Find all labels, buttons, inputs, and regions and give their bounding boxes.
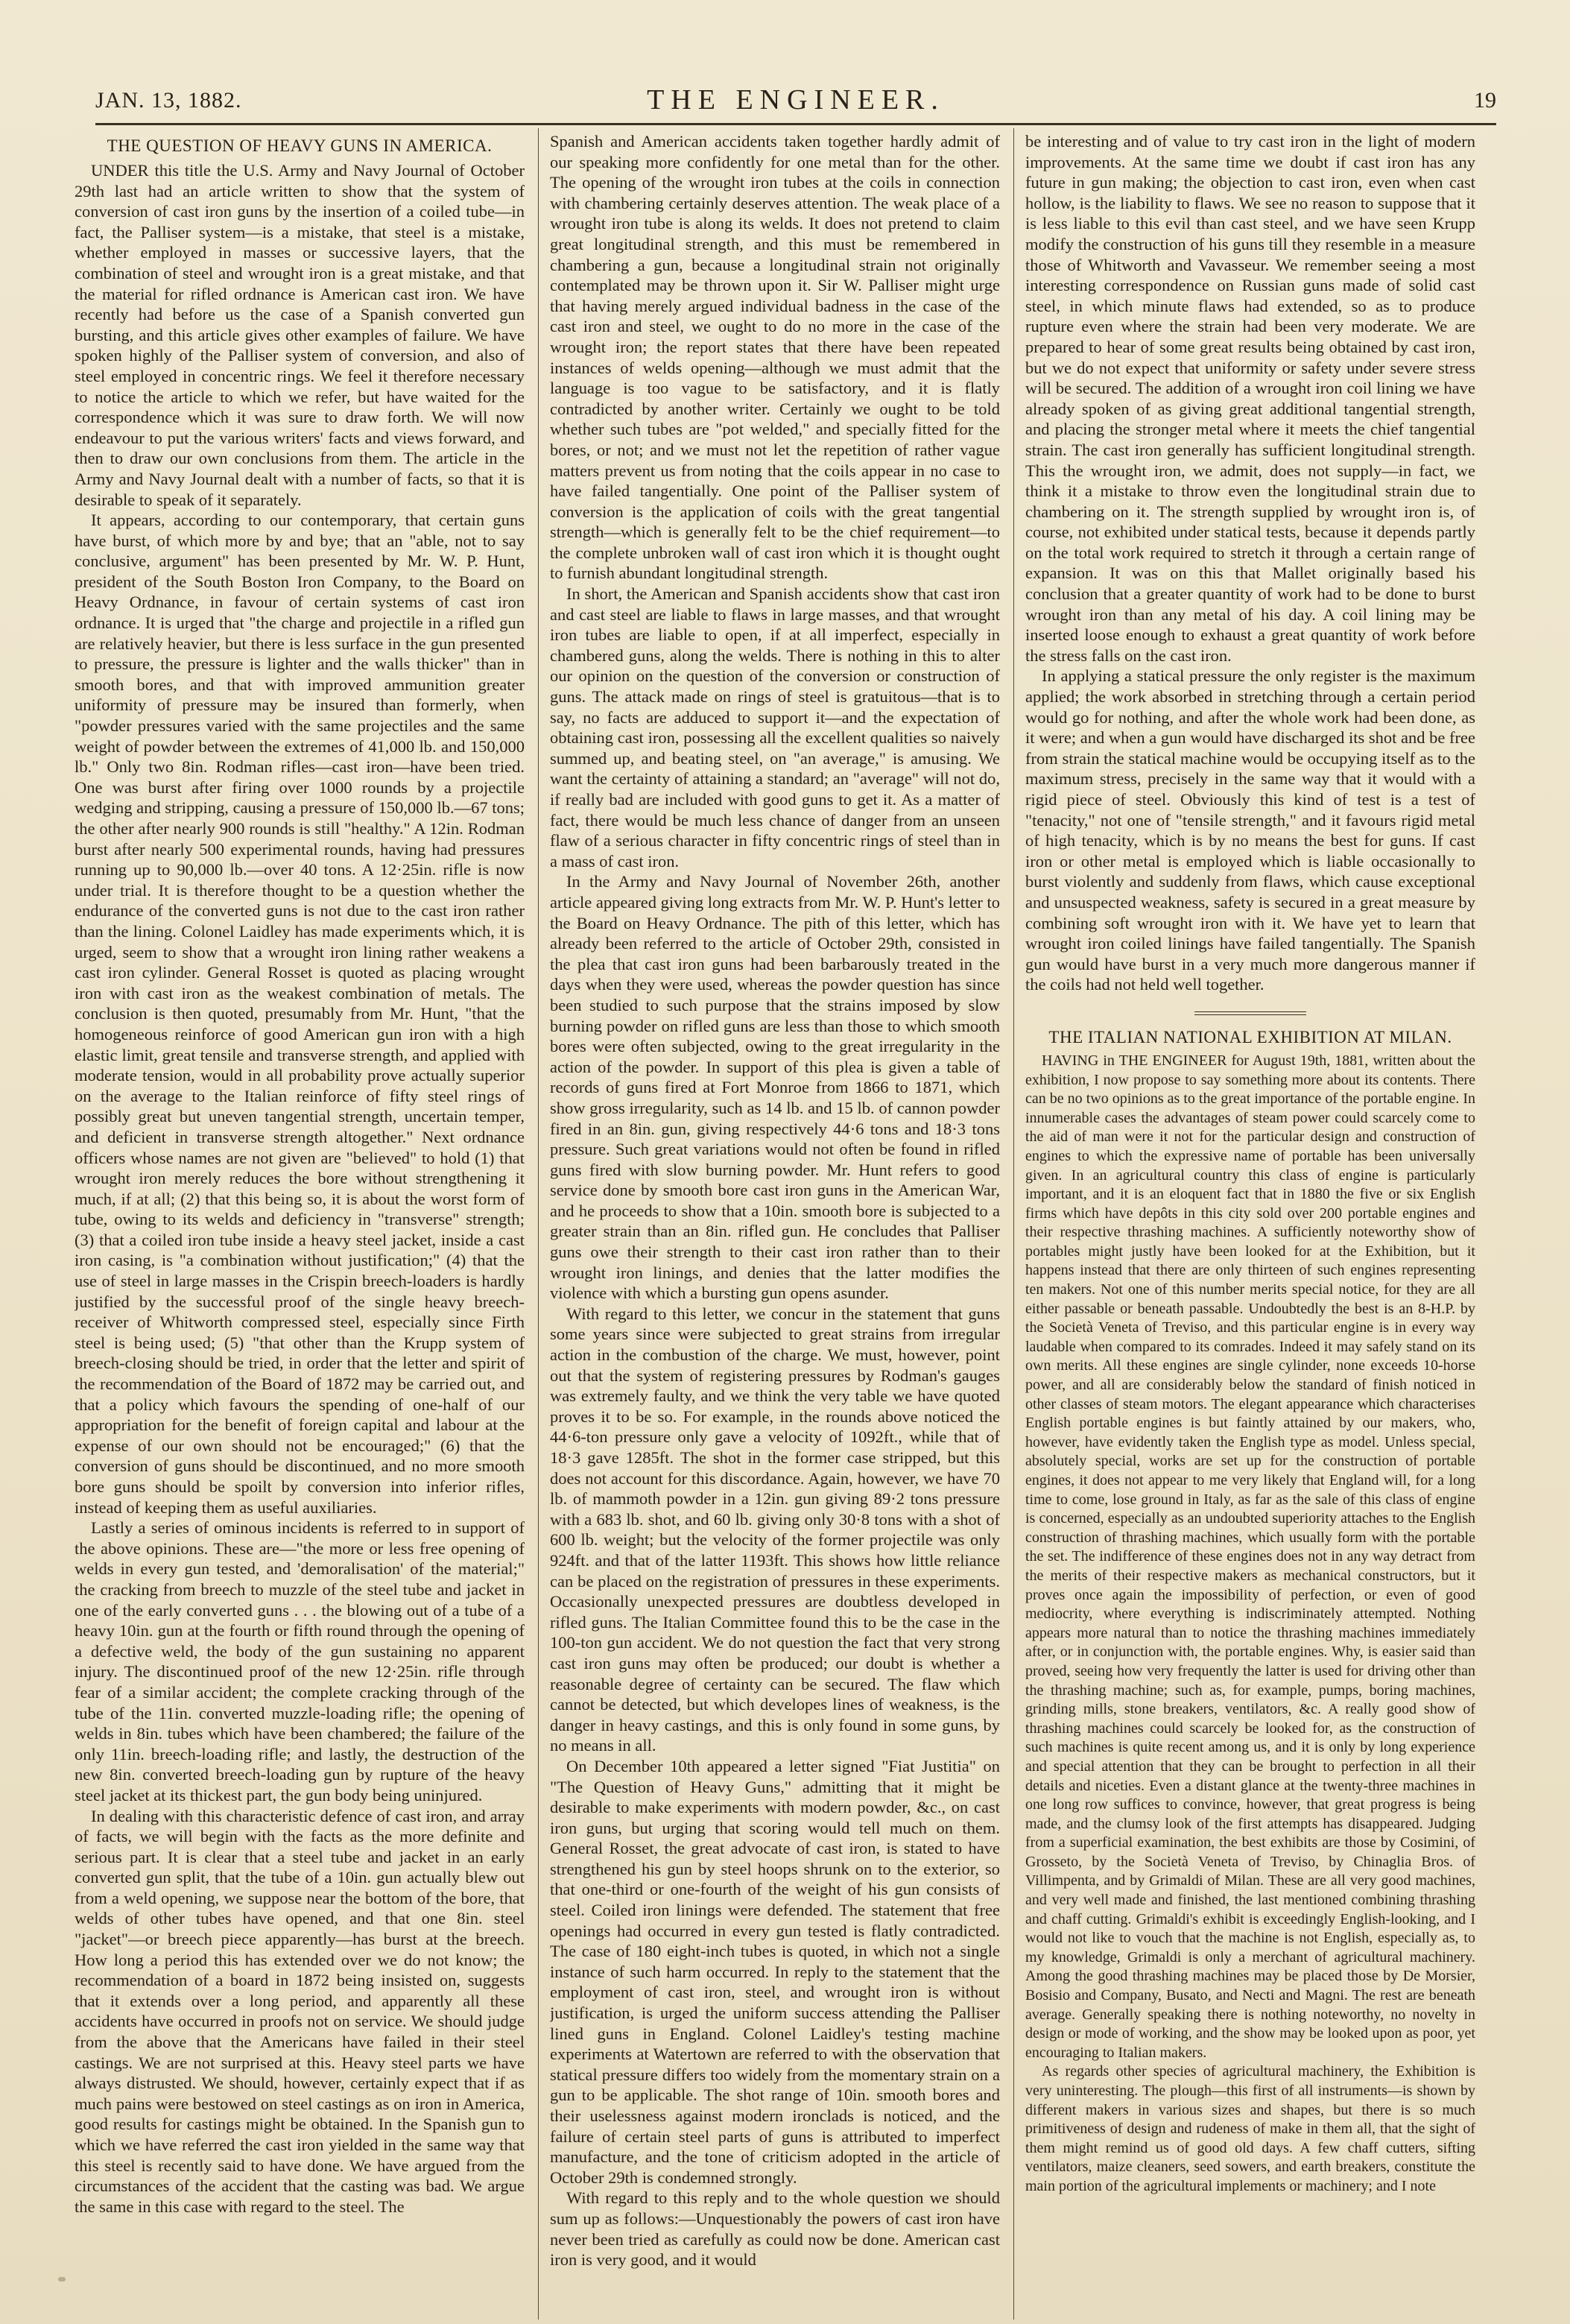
paragraph: UNDER this title the U.S. Army and Navy Journal of October 29th last had an article written to show that the system of conversion of cast iron guns by the insertion of a coiled tube—in fact, the Palliser system—is a mistake, that steel is a mistake, whether employed in masses or successive layers, that the combination of steel and wrought iron is a great mistake, and that the material for rifled ordnance is American cast iron. We have recently had before us the case of a Spanish converted gun bursting, and this article gives other examples of failure. We have spoken highly of the Palliser system of conversion, and also of steel employed in concentric rings. We feel it therefore necessary to notice the article to which we refer, but have waited for the correspondence which it was sure to draw forth. We will now endeavour to put the various writers' facts and views forward, and then to draw our own conclusions from them. The article in the Army and Navy Journal dealt with a number of facts, so that it is desirable to speak of it separately. <box>75 161 525 509</box>
paragraph: Spanish and American accidents taken together hardly admit of our speaking more confidently for one metal than for the other. The opening of the wrought iron tubes at the coils in connection with chambering certainly deserves attention. The weak place of a wrought iron tube is along its welds. It does not pretend to claim great longitudinal strength, and this must be remembered in chambering a gun, because a longitudinal strain not originally contemplated may be thrown upon it. Sir W. Palliser might urge that having merely argued individual badness in the case of the cast iron and steel, we ought to do no more in the case of the wrought iron; the report states that there have been repeated instances of welds opening—although we must admit that the language is too vague to be satisfactory, and it is flatly contradicted by another writer. Certainly we ought to be told whether such tubes are "pot welded," and specially fitted for the bores, or not; and we must not let the repetition of rather vague matters prevent us from noting that the coils appear in no case to have failed tangentially. One point of the Palliser system of conversion is the application of coils with the great tangential strength—which is generally felt to be the chief requirement—to the complete unbroken wall of cast iron which it is thought ought to furnish abundant longitudinal strength. <box>550 132 1000 583</box>
paragraph: Lastly a series of ominous incidents is referred to in support of the above opinions. These are—"the more or less free opening of welds in every gun tested, and 'demoralisation' of the material;" the cracking from breech to muzzle of the steel tube and jacket in one of the early converted guns . . . the blowing out of a tube of a heavy 10in. gun at the fourth or fifth round through the opening of a defective weld, the body of the gun sustaining no apparent injury. The discontinued proof of the new 12·25in. rifle through fear of a similar accident; the complete cracking through of the tube of the 11in. converted muzzle-loading rifle; the opening of welds in 8in. tubes which have been chambered; the failure of the only 11in. breech-loading rifle; and lastly, the destruction of the new 8in. converted breech-loading gun by rupture of the heavy steel jacket at its thickest part, the gun body being uninjured. <box>75 1518 525 1804</box>
column-divider <box>1013 128 1014 2320</box>
paragraph: In short, the American and Spanish accidents show that cast iron and cast steel are liable to flaws in large masses, and that wrought iron tubes are liable to open, if at all imperfect, especially in chambered guns, along the welds. There is nothing in this to alter our opinion on the question of the conversion or construction of guns. The attack made on rings of steel is gratuitous—that is to say, no facts are adduced to support it—and the expectation of obtaining cast iron, possessing all the excellent qualities so naively summed up, and beating steel, on "an average," is amusing. We want the certainty of attaining a standard; an "average" will not do, if really bad are included with good guns to get it. As a matter of fact, there would be much less chance of danger from an unseen flaw of a serious character in fifty concentric rings of steel than in a mass of cast iron. <box>550 584 1000 871</box>
column-1 <box>75 131 525 2315</box>
paragraph: In applying a statical pressure the only register is the maximum applied; the work absorbed in stretching through a certain period would go for nothing, and after the whole work had been done, as it were; and when a gun would have discharged its shot and be free from strain the statical machine would be occupying itself as to the maximum stress, precisely in the same way that it would with a rigid piece of steel. Obviously this kind of test is a test of "tenacity," not one of "tensile strength," and it favours rigid metal of high tenacity, which is by no means the best for guns. If cast iron or other metal is employed which is liable occasionally to burst violently and suddenly from flaws, which cause exceptional and unsuspected weakness, safety is secured in a great measure by combining soft wrought iron with it. We have yet to learn that wrought iron coiled linings have failed tangentially. The Spanish gun would have burst in a very much more dangerous manner if the coils had not held well together. <box>1025 666 1475 994</box>
article-heading-heavy-guns: THE QUESTION OF HEAVY GUNS IN AMERICA. <box>107 136 493 155</box>
paragraph: As regards other species of agricultural machinery, the Exhibition is very uninteresting. The plough—this first of all instruments—is shown by different makers in various sizes and shapes, but there is so much primitiveness of design and rudeness of make in them all, that the sight of them might remind us of good old days. A few chaff cutters, sifting ventilators, maize cleaners, seed sowers, and earth breakers, constitute the main portion of the agricultural implements or machinery; and I note <box>1025 2063 1475 2194</box>
page-header <box>95 83 1496 119</box>
paragraph: On December 10th appeared a letter signed "Fiat Justitia" on "The Question of Heavy Guns," admitting that it might be desirable to make experiments with modern powder, &c., on cast iron guns, but urging that scoring would tell much on them. General Rosset, the great advocate of cast iron, is stated to have strengthened his gun by steel hoops shrunk on to the exterior, so that one-third or one-fourth of the weight of his gun consists of steel. Coiled iron linings were defended. The statement that free openings had occurred in every gun tested is flatly contradicted. The case of 180 eight-inch tubes is quoted, in which not a single instance of such harm occurred. In reply to the statement that the employment of cast iron, steel, and wrought iron is without justification, is urged the uniform success attending the Palliser lined guns in England. Colonel Laidley's testing machine experiments at Watertown are referred to with the observation that statical pressure differs too widely from the momentary strain on a gun to be applicable. The shot range of 10in. smooth bores and their uselessness against modern ironclads is noticed, and the failure of certain steel parts of guns is attributed to imperfect manufacture, and the tone of criticism adopted in the article of October 29th is condemned strongly. <box>550 1756 1000 2187</box>
paragraph: HAVING in THE ENGINEER for August 19th, 1881, written about the exhibition, I now propose to say something more about its contents. There can be no two opinions as to the great importance of the portable engine. In innumerable cases the advantages of steam power could scarcely come to the aid of man were it not for the particular design and construction of engines to which the expressive name of portable has been universally given. In an agricultural country this class of engine is particularly important, and it is an eloquent fact that in 1880 the five or six English firms which have depôts in this city sold over 200 portable engines and their respective thrashing machines. A sufficiently noteworthy show of portables might justly have been looked for at the Exhibition, but it happens instead that there are only thirteen of such engines representing ten makers. Not one of this number merits special notice, for they are all either passable or beneath passable. Undoubtedly the best is an 8-H.P. by the Società Veneta of Treviso, and this particular engine is in every way laudable when compared to its comrades. Indeed it may safely stand on its own merits. All these engines are single cylinder, none exceeds 10-horse power, and all are considerably below the standard of finish noticed in other classes of steam motors. The elegant appearance which characterises English portable engines is but faintly attained by our makers, who, however, have evidently taken the English type as model. Unless special, absolutely special, works are set up for the construction of portable engines, it does not appear to me very likely that England will, for a long time to come, lose ground in Italy, as far as the sale of this class of engine is concerned, especially as an undoubted superiority attaches to the English construction of thrashing machines, which usually form with the portable the set. The indifference of these engines does not in any way detract from the merits of their respective makers as mechanical constructors, but it proves once again the impossibility of perfection, or even of good mediocrity, where everything is indiscriminately attempted. Nothing appears more natural than to notice the thrashing machines immediately after, or in conjunction with, the portable engines. Why, is easier said than proved, seeing how very frequently the latter is used for driving other than the thrashing machine; such as, for example, pumps, boring machines, grinding mills, stone breakers, ventilators, &c. A really good show of thrashing machines could scarcely be looked for, as the construction of such machines is quite recent among us, and it is only by long experience and special attention that they can be brought to perfection in all their details and niceties. Even a distant glance at the twenty-three machines in one long row suffices to convince, however, that great progress is being made, and the clumsy look of the first attempts has disappeared. Judging from a superficial examination, the best exhibits are those by Cosimini, of Grosseto, by the Società Veneta of Treviso, by Chinaglia Bros. of Villimpenta, and by Grimaldi of Milan. These are all very good machines, and very well made and finished, the last mentioned combining thrashing and chaff cutting. Grimaldi's exhibit is exceedingly English-looking, and I would not like to vouch that the machine is not English, especially as, to my knowledge, Grimaldi is only a merchant of agricultural machinery. Among the good thrashing machines may be placed those by De Morsier, Bosisio and Company, Busato, and Necti and Magni. The rest are beneath average. Generally speaking there is nothing noteworthy, no novelty in design or mode of working, and the show may be looked upon as poor, yet encouraging to Italian makers. <box>1025 1052 1475 2061</box>
section-divider <box>1194 1011 1306 1015</box>
paragraph: With regard to this reply and to the whole question we should sum up as follows:—Unquestionably the powers of cast iron have never been tried as carefully as could now be done. American cast iron is very good, and it would <box>550 2188 1000 2270</box>
article-heading-milan-exhibition: THE ITALIAN NATIONAL EXHIBITION AT MILAN. <box>1048 1027 1452 1046</box>
column-3 <box>1025 131 1475 2315</box>
column-2 <box>550 131 1000 2315</box>
page-blemish <box>58 2277 66 2282</box>
paragraph: In the Army and Navy Journal of November 26th, another article appeared giving long extracts from Mr. W. P. Hunt's letter to the Board on Heavy Ordnance. The pith of this letter, which has already been referred to the article of October 29th, consisted in the plea that cast iron guns had been barbarously treated in the days when they were used, whereas the powder question has since been studied to such purpose that the strains imposed by slow burning powder on rifled guns are less than those to which smooth bores were often subjected, owing to the great irregularity in the action of the powder. In support of this plea is given a table of records of guns fired at Fort Monroe from 1866 to 1871, which show gross irregularity, such as 14 lb. and 15 lb. of cannon powder fired in an 8in. gun, giving respectively 44·6 tons and 18·3 tons pressure. Such great variations would not often be found in rifled guns fired with slow burning powder. Mr. Hunt refers to good service done by smooth bore cast iron guns in the American War, and he proceeds to show that a 10in. smooth bore is subjected to a greater strain than an 8in. rifled gun. He concludes that Palliser guns owe their strength to their cast iron rather than to their wrought iron linings, and denies that the latter modifies the violence with which a bursting gun opens asunder. <box>550 872 1000 1303</box>
header-rule <box>95 123 1496 125</box>
paragraph: In dealing with this characteristic defence of cast iron, and array of facts, we will begin with the facts as the more definite and serious part. It is clear that a steel tube and jacket in an early converted gun split, that the tube of a 10in. gun actually blew out from a weld opening, we suppose near the bottom of the bore, that welds of other tubes have opened, and that one 8in. steel "jacket"—or breech piece apparently—has burst at the breech. How long a period this has extended over we do not know; the recommendation of a board in 1872 being insisted on, suggests that it extends over a long period, and apparently all these accidents have occurred in proofs not on service. We should judge from the above that the Americans have failed in their steel castings. We are not surprised at this. Heavy steel parts we have always distrusted. We should, however, certainly expect that if as much pains were bestowed on steel castings as on iron in America, good results for castings might be obtained. In the Spanish gun to which we have referred the cast iron yielded in the same way that this steel is recently said to have done. We have argued from the circumstances of the accident that the casting was bad. We argue the same in this case with regard to the steel. The <box>75 1806 525 2216</box>
paragraph: With regard to this letter, we concur in the statement that guns some years since were subjected to great strains from irregular action in the combustion of the charge. We must, however, point out that the system of registering pressures by Rodman's gauges was extremely faulty, and we think the very table we have quoted proves it to be so. For example, in the rounds above noticed the 44·6-ton pressure only gave a velocity of 1092ft., while that of 18·3 gave 1285ft. The shot in the former case stripped, but this does not account for this discordance. Again, however, we have 70 lb. of mammoth powder in a 12in. gun giving 89·2 tons pressure with a 683 lb. shot, and 60 lb. giving only 30·8 tons with a shot of 600 lb. weight; but the velocity of the former projectile was only 924ft. and that of the latter 1193ft. This shows how little reliance can be placed on the registration of pressures in these experiments. Occasionally unexpected pressures are doubtless developed in rifled guns. The Italian Committee found this to be the case in the 100-ton gun accident. We do not question the fact that very strong cast iron guns may often be produced; our doubt is whether a reasonable degree of certainty can be secured. The flaw which cannot be detected, but which developes lines of weakness, is the danger in heavy castings, and this is only found in some guns, by no means in all. <box>550 1304 1000 1755</box>
header-title: THE ENGINEER. <box>647 84 945 116</box>
paragraph: be interesting and of value to try cast iron in the light of modern improvements. At the same time we doubt if cast iron has any future in gun making; the objection to cast iron, even when cast hollow, is the liability to flaws. We see no reason to suppose that it is less liable to this evil than cast steel, and we have seen Krupp modify the construction of his guns till they resemble in a measure those of Whitworth and Vavasseur. We remember seeing a most interesting correspondence on Russian guns made of solid cast steel, in which minute flaws had extended, so as to produce rupture even where the strain had been very moderate. We are prepared to hear of some great results being obtained by cast iron, but we do not expect that uniformity or safety under severe stress will be secured. The addition of a wrought iron coil lining we have already spoken of as giving great additional tangential strength, and placing the stronger metal where it meets the chief tangential strain. The cast iron generally has sufficient longitudinal strength. This the wrought iron, we admit, does not supply—in fact, we think it a mistake to throw even the longitudinal strain due to chambering on it. The strength supplied by wrought iron is, of course, not exhibited under statical tests, because it depends partly on the total work required to stretch it through a certain range of expansion. It was on this that Mallet originally based his conclusion that a greater quantity of work had to be done to burst wrought iron than any metal of his day. A coil lining may be inserted loose enough to exhaust a great quantity of work before the stress falls on the cast iron. <box>1025 132 1475 665</box>
header-page-number: 19 <box>1474 88 1496 113</box>
column-divider <box>538 128 539 2320</box>
header-date: JAN. 13, 1882. <box>95 88 242 113</box>
paragraph: It appears, according to our contemporary, that certain guns have burst, of which more by and bye; that an "able, not to say conclusive, argument" has been presented by Mr. W. P. Hunt, president of the South Boston Iron Company, to the Board on Heavy Ordnance, in favour of certain systems of cast iron ordnance. It is urged that "the charge and projectile in a rifled gun are relatively heavier, but there is less surface in the gun presented to pressure, the pressure is lighter and the walls thicker" than in smooth bores, and that with improved ammunition greater uniformity of pressure may be insured than formerly, when "powder pressures varied with the same projectiles and the same weight of powder between the extremes of 41,000 lb. and 150,000 lb." Only two 8in. Rodman rifles—cast iron—have been tried. One was burst after firing over 1000 rounds by a projectile wedging and stripping, causing a pressure of 150,000 lb.—67 tons; the other after nearly 900 rounds is still "healthy." A 12in. Rodman burst after nearly 500 experimental rounds, having had pressures running up to 90,000 lb.—over 40 tons. A 12·25in. rifle is now under trial. It is therefore thought to be a question whether the endurance of the converted guns is not due to the cast iron rather than the lining. Colonel Laidley has made experiments which, it is urged, seem to show that a wrought iron lining rather weakens a cast iron cylinder. General Rosset is quoted as placing wrought iron with cast iron as the weakest combination of metals. The conclusion is then quoted, presumably from Mr. Hunt, "that the homogeneous reinforce of good American gun iron with a high elastic limit, great tensile and transverse strength, and applied with moderate tension, would in all probability prove actually superior on the average to the Italian reinforce of fifty steel rings of possibly great but uneven tangential strength, uncertain temper, and deficient in transverse strength altogether." Next ordnance officers whose names are not given are "believed" to hold (1) that wrought iron merely reduces the bore without strengthening it much, if at all; (2) that this being so, it is about the worst form of tube, owing to its welds and deficiency in "transverse" strength; (3) that a coiled iron tube inside a heavy steel jacket, inside a cast iron casing, is "a combination without justification;" (4) that the use of steel in large masses in the Crispin breech-loaders is hardly justified by the successful proof of the single heavy breech-receiver of Whitworth compressed steel, especially since Firth steel is being used; (5) "that other than the Krupp system of breech-closing should be tried, in order that the letter and spirit of the recommendation of the Board of 1872 may be carried out, and that a policy which favours the spending of one-half of our appropriation for the benefit of foreign capital and labour at the expense of our own should not be encouraged;" (6) that the conversion of guns should be discontinued, and no more smooth bore guns should be spoilt by conversion into inferior rifles, instead of keeping them as useful auxiliaries. <box>75 511 525 1517</box>
